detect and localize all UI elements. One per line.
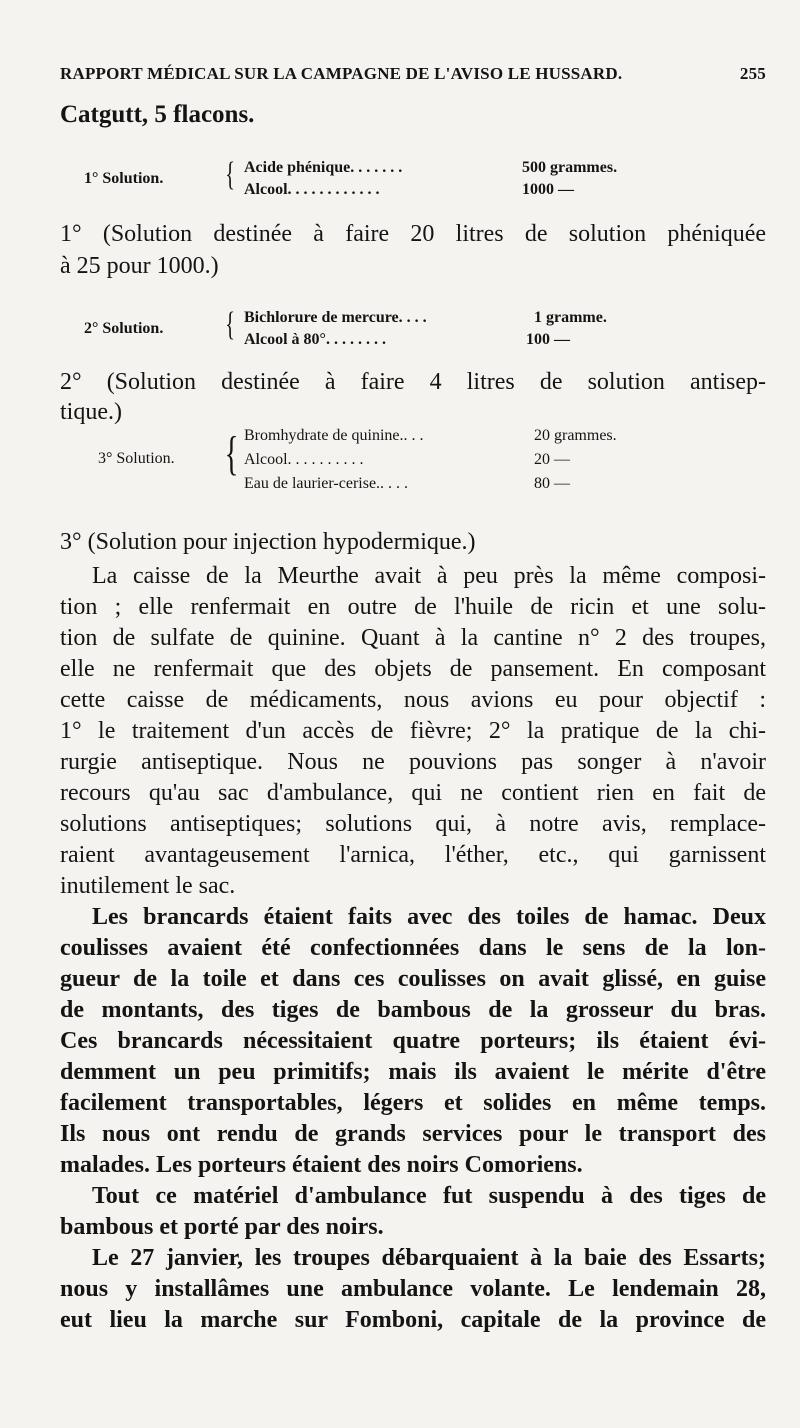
body-line: facilement transportables, légers et solides en même temps.: [60, 1090, 766, 1116]
body-line: recours qu'au sac d'ambulance, qui ne contient rien en fait de: [60, 780, 766, 806]
solution-2-note: 2° (Solution destinée à faire 4 litres de solution antisep-: [60, 369, 766, 395]
solution-1-note: 1° (Solution destinée à faire 20 litres de solution phéniquée: [60, 221, 766, 247]
quantity: 80 —: [534, 475, 570, 492]
solution-2-note: tique.): [60, 399, 122, 425]
body-line: eut lieu la marche sur Fomboni, capitale de la province de: [60, 1307, 766, 1333]
solution-3-note: 3° (Solution pour injection hypodermique.): [60, 529, 476, 555]
running-title: RAPPORT MÉDICAL SUR LA CAMPAGNE DE L'AVISO LE HUSSARD.: [60, 64, 623, 83]
brace-icon: {: [224, 427, 239, 480]
catgut-line: Catgutt, 5 flacons.: [60, 101, 255, 128]
body-line: inutilement le sac.: [60, 873, 236, 899]
solution-1-label: 1° Solution.: [84, 170, 164, 187]
ingredient: Alcool. . . . . . . . . .: [244, 451, 364, 468]
body-line: Le 27 janvier, les troupes débarquaient à la baie des Essarts;: [92, 1245, 766, 1271]
body-line: elle ne renfermait que des objets de pansement. En composant: [60, 656, 766, 682]
body-line: raient avantageusement l'arnica, l'éther, etc., qui garnissent: [60, 842, 766, 868]
body-line: Ils nous ont rendu de grands services pour le transport des: [60, 1121, 766, 1147]
solution-2-label: 2° Solution.: [84, 320, 164, 337]
body-line: 1° le traitement d'un accès de fièvre; 2° la pratique de la chi-: [60, 718, 766, 744]
body-line: nous y installâmes une ambulance volante. Le lendemain 28,: [60, 1276, 766, 1302]
brace-icon: {: [225, 306, 236, 343]
body-line: cette caisse de médicaments, nous avions eu pour objectif :: [60, 687, 766, 713]
page-number: 255: [739, 64, 766, 83]
body-line: bambous et porté par des noirs.: [60, 1214, 384, 1240]
solution-3-label: 3° Solution.: [98, 450, 175, 467]
solution-1-note: à 25 pour 1000.): [60, 253, 219, 279]
body-line: Les brancards étaient faits avec des toiles de hamac. Deux: [92, 904, 766, 930]
ingredient: Bromhydrate de quinine.. . .: [244, 427, 424, 444]
ingredient: Alcool. . . . . . . . . . . .: [244, 181, 380, 198]
body-line: Ces brancards nécessitaient quatre porteurs; ils étaient évi-: [60, 1028, 766, 1054]
body-line: rurgie antiseptique. Nous ne pouvions pas songer à n'avoir: [60, 749, 766, 775]
quantity: 100 —: [526, 331, 570, 348]
body-line: tion de sulfate de quinine. Quant à la cantine n° 2 des troupes,: [60, 625, 766, 651]
quantity: 500 grammes.: [522, 159, 618, 176]
body-line: La caisse de la Meurthe avait à peu près la même composi-: [92, 563, 766, 589]
body-line: de montants, des tiges de bambous de la grosseur du bras.: [60, 997, 766, 1023]
body-line: malades. Les porteurs étaient des noirs Comoriens.: [60, 1152, 583, 1178]
quantity: 1000 —: [522, 181, 574, 198]
brace-icon: {: [225, 156, 236, 193]
ingredient: Acide phénique. . . . . . .: [244, 159, 403, 176]
ingredient: Alcool à 80°. . . . . . . .: [244, 331, 386, 348]
quantity: 20 grammes.: [534, 427, 617, 444]
ingredient: Eau de laurier-cerise.. . . .: [244, 475, 409, 492]
body-line: solutions antiseptiques; solutions qui, à notre avis, remplace-: [60, 811, 766, 837]
quantity: 20 —: [534, 451, 570, 468]
ingredient: Bichlorure de mercure. . . .: [244, 309, 427, 326]
body-line: Tout ce matériel d'ambulance fut suspendu à des tiges de: [92, 1183, 766, 1209]
body-line: gueur de la toile et dans ces coulisses on avait glissé, en guise: [60, 966, 766, 992]
quantity: 1 gramme.: [534, 309, 607, 326]
body-line: demment un peu primitifs; mais ils avaient le mérite d'être: [60, 1059, 766, 1085]
body-line: coulisses avaient été confectionnées dans le sens de la lon-: [60, 935, 766, 961]
body-line: tion ; elle renfermait en outre de l'huile de ricin et une solu-: [60, 594, 766, 620]
